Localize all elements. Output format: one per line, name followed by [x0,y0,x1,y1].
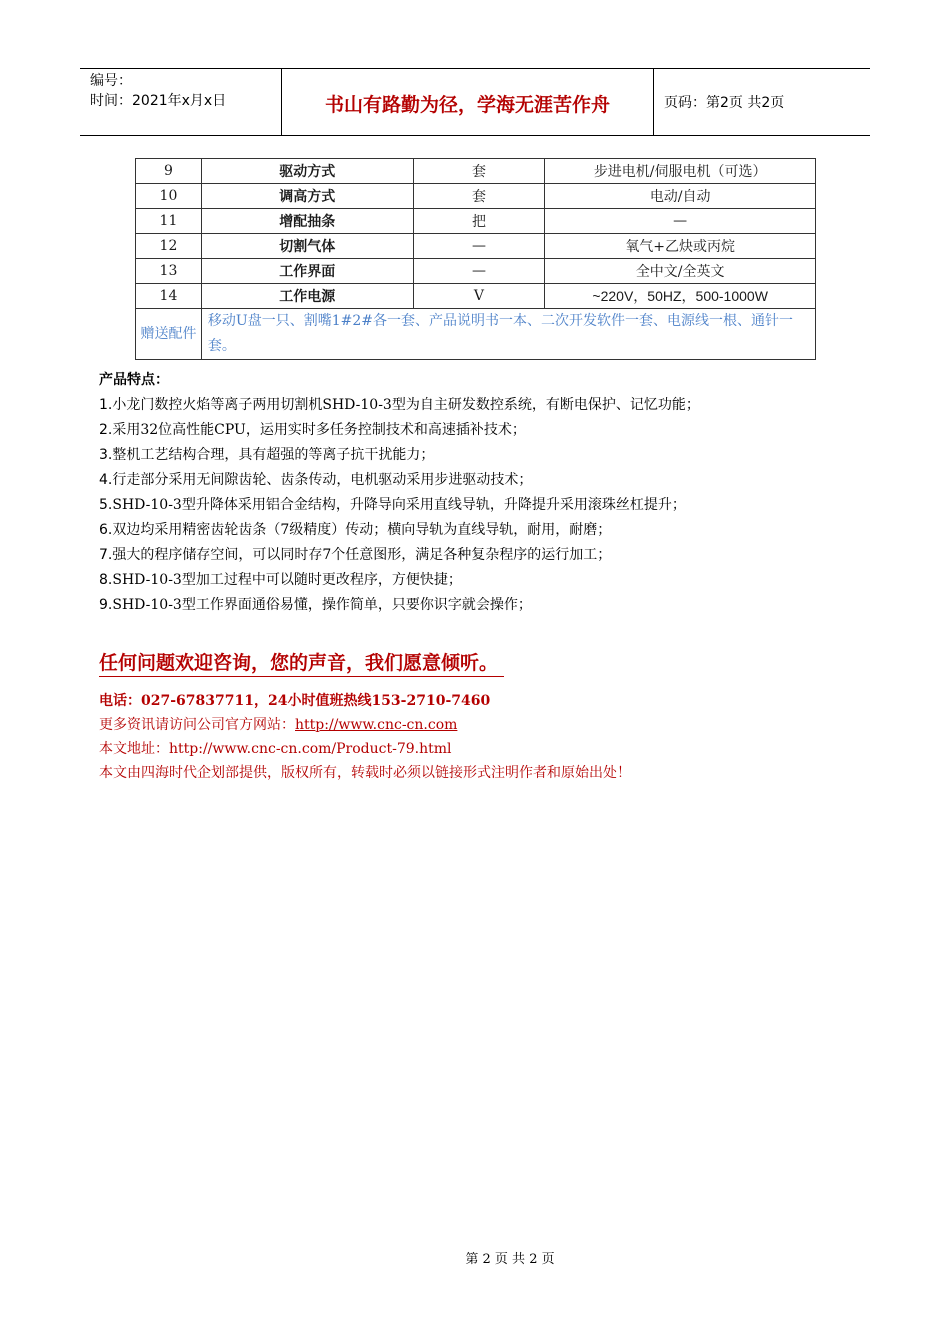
feature-number: 6. [99,522,113,538]
spec-table [135,158,816,360]
feature-number: 3. [99,447,113,463]
consult-heading: 任何问题欢迎咨询，您的声音，我们愿意倾听。 [99,650,504,677]
feature-text: SHD-10-3型加工过程中可以随时更改程序，方便快捷； [112,572,462,588]
feature-number: 1. [99,397,113,413]
feature-number: 5. [99,497,113,513]
row-number: 11 [136,209,202,234]
table-row [136,209,816,234]
features-title: 产品特点： [99,372,169,388]
row-name: 工作界面 [201,259,413,284]
feature-item [99,418,859,443]
phone-line: 电话：027-67837711，24小时值班热线153-2710-7460 [99,693,491,709]
row-value: 氧气+乙炔或丙烷 [545,234,816,259]
feature-number: 8. [99,572,113,588]
page-footer: 第 2 页 共 2 页 [465,1252,555,1267]
table-row [136,284,816,309]
row-value: — [545,209,816,234]
feature-text: SHD-10-3型工作界面通俗易懂，操作简单，只要你识字就会操作； [112,597,532,613]
spec-table-body [136,159,816,360]
time-label: 时间：2021年x月x日 [90,93,227,109]
row-unit: — [413,259,545,284]
row-value: 步进电机/伺服电机（可选） [545,159,816,184]
website-line [99,713,631,737]
feature-item [99,543,859,568]
feature-number: 2. [99,422,113,438]
feature-text: 行走部分采用无间隙齿轮、齿条传动，电机驱动采用步进驱动技术； [112,472,533,488]
gift-row [136,309,816,360]
feature-text: 强大的程序储存空间，可以同时存7个任意图形，满足各种复杂程序的运行加工； [112,547,612,563]
feature-item [99,468,859,493]
row-name: 切割气体 [201,234,413,259]
row-number: 12 [136,234,202,259]
header-page-number: 页码：第2页 共2页 [664,95,785,111]
row-number: 13 [136,259,202,284]
row-unit: V [413,284,545,309]
feature-text: 小龙门数控火焰等离子两用切割机SHD-10-3型为自主研发数控系统，有断电保护、记忆功能； [112,397,700,413]
table-row [136,259,816,284]
feature-item [99,593,859,618]
row-unit: — [413,234,545,259]
row-unit: 套 [413,159,545,184]
row-value: 全中文/全英文 [545,259,816,284]
feature-number: 7. [99,547,113,563]
feature-text: 采用32位高性能CPU，运用实时多任务控制技术和高速插补技术； [112,422,526,438]
feature-text: 整机工艺结构合理，具有超强的等离子抗干扰能力； [112,447,435,463]
row-value: ~220V，50HZ，500-1000W [545,284,816,309]
table-row [136,159,816,184]
website-prefix: 更多资讯请访问公司官方网站： [99,717,295,733]
contact-block [99,689,631,785]
website-link[interactable]: http://www.cnc-cn.com [295,717,458,733]
copyright-line: 本文由四海时代企划部提供，版权所有，转载时必须以链接形式注明作者和原始出处！ [99,765,631,781]
header-motto: 书山有路勤为径，学海无涯苦作舟 [282,69,654,135]
feature-item [99,493,859,518]
feature-item [99,393,859,418]
number-label: 编号： [90,73,132,89]
row-value: 电动/自动 [545,184,816,209]
feature-text: SHD-10-3型升降体采用铝合金结构，升降导向采用直线导轨，升降提升采用滚珠丝杠提升； [112,497,686,513]
table-row [136,184,816,209]
row-number: 9 [136,159,202,184]
row-number: 14 [136,284,202,309]
header-meta [80,69,282,135]
row-number: 10 [136,184,202,209]
row-name: 工作电源 [201,284,413,309]
feature-item [99,518,859,543]
table-row [136,234,816,259]
row-name: 增配抽条 [201,209,413,234]
feature-number: 4. [99,472,113,488]
feature-number: 9. [99,597,113,613]
feature-item [99,568,859,593]
row-name: 调高方式 [201,184,413,209]
feature-text: 双边均采用精密齿轮齿条（7级精度）传动；横向导轨为直线导轨，耐用，耐磨； [112,522,612,538]
row-name: 驱动方式 [201,159,413,184]
gift-content: 移动U盘一只、割嘴1#2#各一套、产品说明书一本、二次开发软件一套、电源线一根、通针一套。 [201,309,815,360]
row-unit: 套 [413,184,545,209]
article-address: 本文地址：http://www.cnc-cn.com/Product-79.html [99,741,452,757]
row-unit: 把 [413,209,545,234]
feature-item [99,443,859,468]
gift-label: 赠送配件 [136,309,202,360]
product-features [99,368,859,618]
page-header [80,68,870,136]
